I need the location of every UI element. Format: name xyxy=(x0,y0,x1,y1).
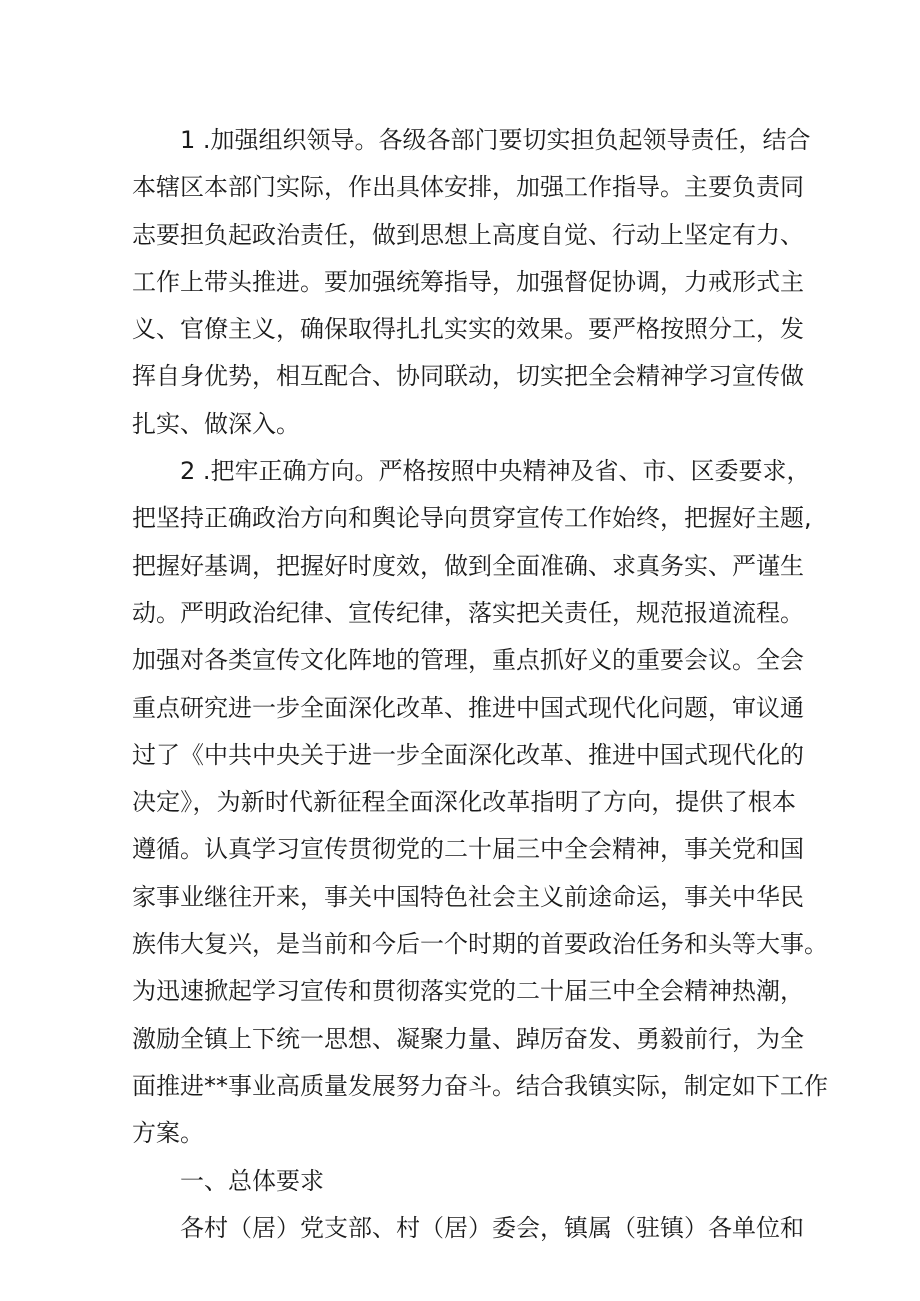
text-line: 志要担负起政治责任，做到思想上高度自觉、行动上坚定有力、 xyxy=(132,220,804,249)
text-line: 扎实、做深入。 xyxy=(132,409,300,438)
text-line: 本辖区本部门实际，作出具体安排，加强工作指导。主要负责同 xyxy=(132,173,804,202)
text-line: 为迅速掀起学习宣传和贯彻落实党的二十届三中全会精神热潮， xyxy=(132,977,804,1006)
text-line: 把握好基调，把握好时度效，做到全面准确、求真务实、严谨生 xyxy=(132,551,804,580)
text-line: 家事业继往开来，事关中国特色社会主义前途命运，事关中华民 xyxy=(132,882,804,911)
document-body xyxy=(132,117,828,1252)
text-line: 工作上带头推进。要加强统筹指导，加强督促协调，力戒形式主 xyxy=(132,267,804,296)
text-line: 族伟大复兴，是当前和今后一个时期的首要政治任务和头等大事。 xyxy=(132,930,828,959)
text-line: 义、官僚主义，确保取得扎扎实实的效果。要严格按照分工，发 xyxy=(132,315,804,344)
text-line: 过了《中共中央关于进一步全面深化改革、推进中国式现代化的 xyxy=(132,740,804,769)
text-line: 各村（居）党支部、村（居）委会，镇属（驻镇）各单位和 xyxy=(180,1213,804,1242)
text-line: 1 .加强组织领导。各级各部门要切实担负起领导责任，结合 xyxy=(180,126,811,154)
text-line: 遵循。认真学习宣传贯彻党的二十届三中全会精神，事关党和国 xyxy=(132,835,804,864)
section-heading: 一、总体要求 xyxy=(180,1166,324,1195)
text-line: 把坚持正确政治方向和舆论导向贯穿宣传工作始终，把握好主题, xyxy=(132,504,812,533)
text-line: 加强对各类宣传文化阵地的管理，重点抓好义的重要会议。全会 xyxy=(132,646,804,675)
text-line: 方案。 xyxy=(132,1119,204,1148)
text-line: 2 .把牢正确方向。严格按照中央精神及省、市、区委要求， xyxy=(180,457,811,486)
text-line: 动。严明政治纪律、宣传纪律，落实把关责任，规范报道流程。 xyxy=(132,598,804,627)
text-line: 挥自身优势，相互配合、协同联动，切实把全会精神学习宣传做 xyxy=(132,362,804,391)
text-line: 重点研究进一步全面深化改革、推进中国式现代化问题，审议通 xyxy=(132,693,804,722)
text-line: 激励全镇上下统一思想、凝聚力量、踔厉奋发、勇毅前行，为全 xyxy=(132,1024,804,1053)
text-line: 决定》，为新时代新征程全面深化改革指明了方向，提供了根本 xyxy=(132,788,796,817)
text-line: 面推进**事业高质量发展努力奋斗。结合我镇实际，制定如下工作 xyxy=(132,1071,828,1100)
